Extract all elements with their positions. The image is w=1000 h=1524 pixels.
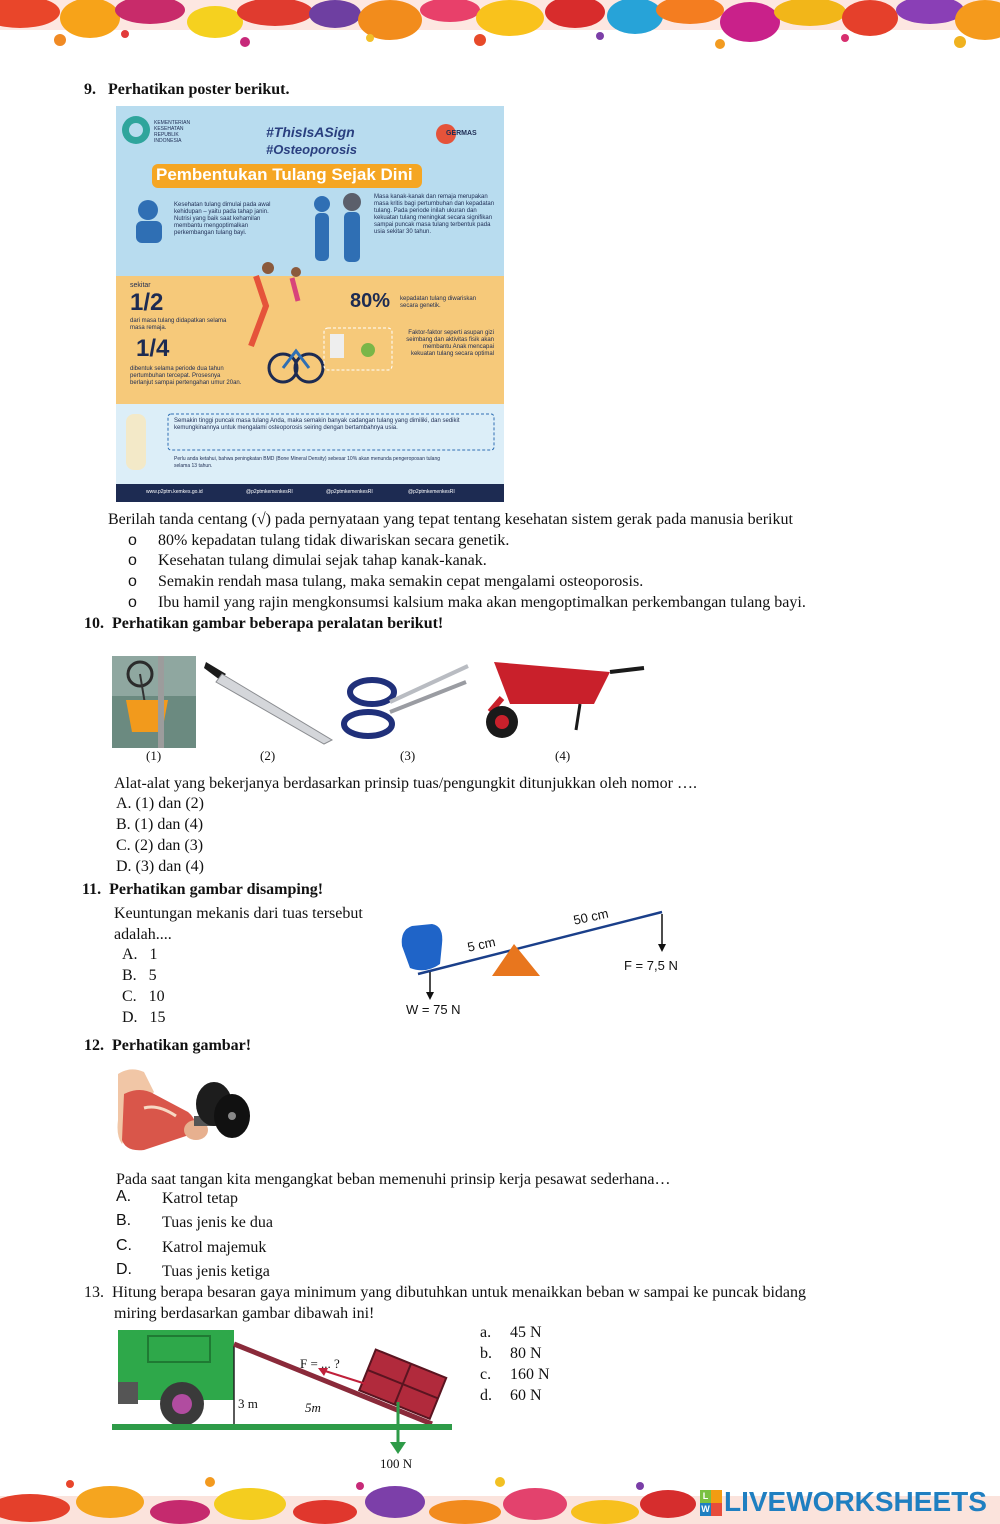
q11-option-b[interactable]: B. 5 [122, 967, 157, 984]
q12-letter-d: D. [116, 1261, 132, 1278]
q9-option-3-bullet[interactable]: o [128, 573, 137, 590]
q10-option-b[interactable]: B. (1) dan (4) [116, 816, 204, 833]
q9-option-2: Kesehatan tulang dimulai sejak tahap kanak-kanak. [158, 552, 487, 569]
lever-weight-label: W = 75 N [406, 1002, 461, 1017]
q11-question-line-2: adalah.... [114, 926, 172, 943]
poster-hashtag-2: #Osteoporosis [266, 142, 358, 157]
decorative-top-border [0, 0, 1000, 66]
incline-weight-label: 100 N [380, 1456, 413, 1471]
knife-image [204, 662, 332, 744]
q12-letter-a: A. [116, 1188, 132, 1205]
q12-letter-c: C. [116, 1237, 132, 1254]
q9-option-3: Semakin rendah masa tulang, maka semakin cepat mengalami osteoporosis. [158, 573, 644, 590]
poster-half: 1/2 [130, 289, 164, 316]
q12-option-a[interactable]: Katrol tetap [162, 1190, 238, 1207]
arm-dumbbell-illustration [114, 1064, 254, 1160]
poster-quarter: 1/4 [136, 335, 170, 362]
q11-question-line-1: Keuntungan mekanis dari tuas tersebut [114, 905, 363, 922]
poster-eighty-text: kepadatan tulang diwariskan secara genetik. [400, 296, 477, 309]
q13-letter-d: d. [480, 1387, 492, 1404]
poster-bmd-text: Perlu anda ketahui, bahwa peningkatan BMD (Bone Mineral Density) sebesar 10% akan menunda pengeroposan tulang selama 13 tahun. [174, 456, 441, 469]
badge-letter-w: W [701, 1504, 710, 1514]
q10-question: Alat-alat yang bekerjanya berdasarkan prinsip tuas/pengungkit ditunjukkan oleh nomor …. [114, 775, 697, 792]
poster-hashtag-1: #ThisIsASign [266, 124, 355, 140]
q13-letter-a: a. [480, 1324, 492, 1341]
lever-force-label: F = 7,5 N [624, 958, 678, 973]
poster-footer-tw: @p2ptmkemenkesRI [326, 489, 373, 495]
tool-caption-4: (4) [555, 748, 571, 763]
q12-option-b[interactable]: Tuas jenis ke dua [162, 1214, 273, 1231]
incline-height-label: 3 m [238, 1396, 258, 1411]
weight-arrow [390, 1442, 406, 1454]
q9-option-2-bullet[interactable]: o [128, 552, 137, 569]
q9-option-1-bullet[interactable]: o [128, 532, 137, 549]
incline-slope-label: 5m [305, 1400, 321, 1415]
tool-caption-1: (1) [146, 748, 162, 763]
q13-option-c[interactable]: 160 N [510, 1366, 550, 1383]
tools-illustration [110, 654, 650, 750]
poster-headline: Pembentukan Tulang Sejak Dini [156, 165, 413, 184]
q9-option-1: 80% kepadatan tulang tidak diwariskan secara genetik. [158, 532, 510, 549]
q10-option-c[interactable]: C. (2) dan (3) [116, 837, 204, 854]
q12-title: 12. Perhatikan gambar! [84, 1037, 252, 1054]
q9-option-4-bullet[interactable]: o [128, 594, 137, 611]
poster-germas: GERMAS [446, 130, 477, 137]
load-block [402, 924, 443, 970]
poster-half-text: dari masa tulang didapatkan selama masa remaja. [130, 318, 227, 331]
poster-quarter-text: dibentuk selama periode dua tahun pertumbuhan tercepat. Prosesnya berlanjut sampai pertengahan umur 20an. [130, 366, 242, 386]
pulley-bucket-image [112, 656, 196, 748]
fulcrum [492, 944, 540, 976]
wheelbarrow-image [486, 662, 644, 738]
q11-option-a[interactable]: A. 1 [122, 946, 158, 963]
lever-short-arm-label: 5 cm [466, 934, 497, 955]
q13-option-a[interactable]: 45 N [510, 1324, 542, 1341]
q9-instruction: Berilah tanda centang (√) pada pernyataan yang tepat tentang kesehatan sistem gerak pada manusia berikut [108, 511, 793, 528]
lever-long-arm-label: 50 cm [572, 905, 610, 928]
liveworksheets-logo[interactable]: LIVEWORKSHEETS [724, 1486, 987, 1517]
inclined-plane-diagram [112, 1326, 462, 1462]
poster-factors-text: Faktor-faktor seperti asupan gizi seimbang dan aktivitas fisik akan membantu Anak mencapai kekuatan tulang secara optimal [406, 330, 494, 357]
tool-caption-3: (3) [400, 748, 416, 763]
q13-option-b[interactable]: 80 N [510, 1345, 542, 1362]
q13-letter-c: c. [480, 1366, 492, 1383]
q12-option-d[interactable]: Tuas jenis ketiga [162, 1263, 270, 1280]
badge-letter-l: L [700, 1490, 711, 1503]
poster-org: KEMENTERIAN KESEHATAN REPUBLIK INDONESIA [154, 120, 191, 144]
q13-letter-b: b. [480, 1345, 492, 1362]
q12-option-c[interactable]: Katrol majemuk [162, 1239, 267, 1256]
q13-option-d[interactable]: 60 N [510, 1387, 542, 1404]
q11-title: 11. Perhatikan gambar disamping! [82, 881, 324, 898]
q11-option-d[interactable]: D. 15 [122, 1009, 166, 1026]
q13-title-line-2: miring berdasarkan gambar dibawah ini! [114, 1305, 375, 1322]
poster-sekitar: sekitar [130, 282, 151, 289]
incline-force-label: F = ... ? [300, 1356, 340, 1371]
osteoporosis-poster [116, 106, 504, 502]
q13-title-line-1: 13. Hitung berapa besaran gaya minimum yang dibutuhkan untuk menaikkan beban w sampai ke puncak bidang [84, 1284, 807, 1301]
liveworksheets-badge [700, 1490, 722, 1516]
poster-right-text: Masa kanak-kanak dan remaja merupakan masa kritis bagi pertumbuhan dan kepadatan tulang. Pada periode inilah ukuran dan kekuatan tulang meningkat secara signifikan sampai puncak masa tulang terbentuk pada usia sekitar 30 tahun. [374, 194, 495, 235]
q10-option-d[interactable]: D. (3) dan (4) [116, 858, 204, 875]
q9-option-4: Ibu hamil yang rajin mengkonsumsi kalsium maka akan mengoptimalkan perkembangan tulang bayi. [158, 594, 806, 611]
q12-letter-b: B. [116, 1212, 132, 1229]
poster-footer-web: www.p2ptm.kemkes.go.id [146, 489, 203, 495]
q9-title: 9. Perhatikan poster berikut. [84, 81, 290, 98]
ground [112, 1424, 452, 1430]
poster-left-text: Kesehatan tulang dimulai pada awal kehidupan – yaitu pada tahap janin. Nutrisi yang baik saat kehamilan membantu mengoptimalkan perkembangan tulang bayi. [174, 202, 271, 236]
q10-title: 10. Perhatikan gambar beberapa peralatan berikut! [84, 615, 444, 632]
poster-bone-text: Semakin tinggi puncak masa tulang Anda, maka semakin banyak cadangan tulang yang dimiliki, dan sedikit kemungkinannya untuk mengalami osteoporosis seiring dengan bertambahnya usia. [174, 418, 460, 431]
poster-footer-ig: @p2ptmkemenkesRI [408, 489, 455, 495]
scissors-image [344, 666, 468, 736]
q10-option-a[interactable]: A. (1) dan (2) [116, 795, 204, 812]
poster-eighty: 80% [350, 290, 391, 312]
poster-footer-fb: @p2ptmkemenkesRI [246, 489, 293, 495]
tool-caption-2: (2) [260, 748, 276, 763]
q11-option-c[interactable]: C. 10 [122, 988, 165, 1005]
q12-question: Pada saat tangan kita mengangkat beban memenuhi prinsip kerja pesawat sederhana… [116, 1171, 671, 1188]
